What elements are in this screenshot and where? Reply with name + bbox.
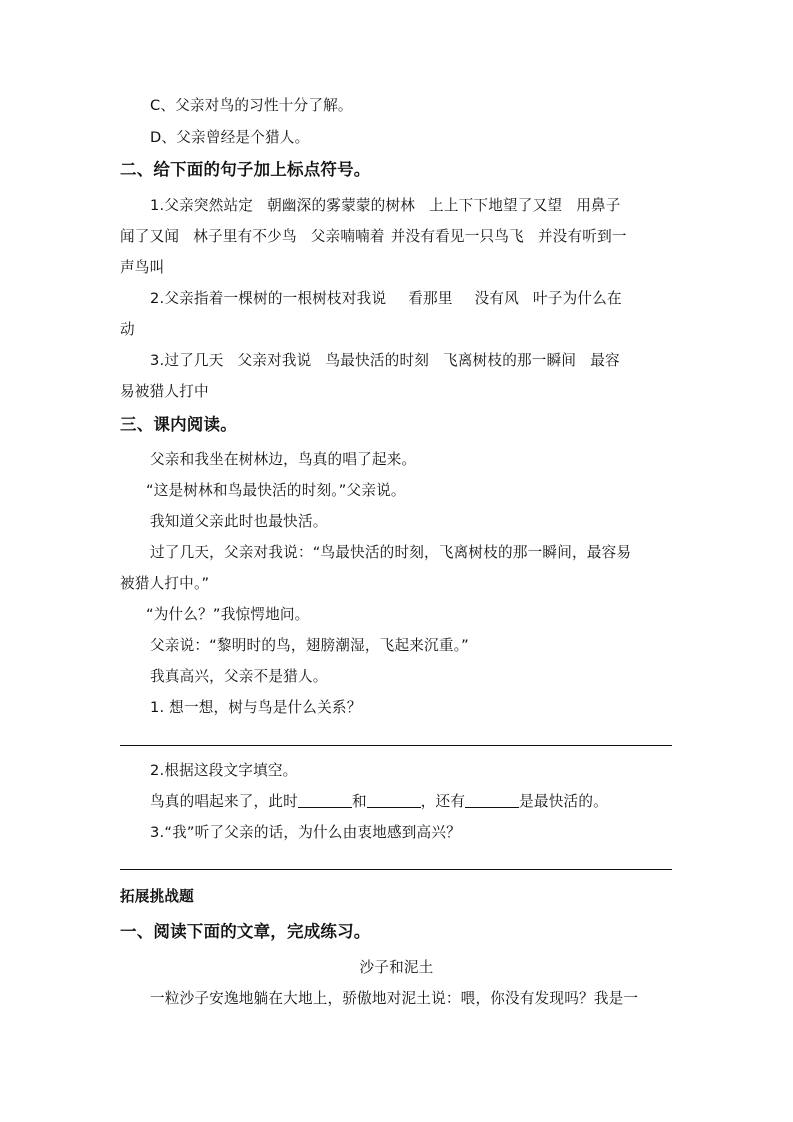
text-segment: 没有风 xyxy=(474,290,520,307)
passage-line: 父亲说：“黎明时的鸟，翅膀潮湿，飞起来沉重。” xyxy=(150,637,469,654)
s2-q1-line1 xyxy=(150,196,621,216)
passage-line: 被猎人打中。” xyxy=(120,575,210,592)
text-segment: 并没有看见一只鸟飞 xyxy=(390,228,524,245)
text-segment: 闻了又闻 xyxy=(120,228,180,245)
text-segment: 鸟真的唱起来了，此时 xyxy=(150,793,298,810)
passage-line: 我知道父亲此时也最快活。 xyxy=(150,513,328,530)
text-segment: 朝幽深的雾蒙蒙的树林 xyxy=(267,197,416,214)
answer-line[interactable] xyxy=(120,869,672,870)
s2-q3-line1 xyxy=(150,351,620,371)
text-segment: 上上下下地望了又望 xyxy=(429,197,563,214)
text-segment: 3.过了几天 xyxy=(150,352,224,369)
text-segment: 飞离树枝的那一瞬间 xyxy=(443,352,577,369)
option-c: C、父亲对鸟的习性十分了解。 xyxy=(150,97,353,114)
s2-q2-line2: 动 xyxy=(120,321,135,338)
text-segment: 看那里 xyxy=(408,290,453,307)
text-segment: 2.父亲指着一棵树的一根树枝对我说 xyxy=(150,290,387,307)
text-segment: 叶子为什么在 xyxy=(533,290,622,307)
text-segment: 和 xyxy=(351,793,367,810)
passage-line: 过了几天，父亲对我说：“鸟最快活的时刻，飞离树枝的那一瞬间，最容易 xyxy=(150,544,632,561)
section2-heading: 二、给下面的句子加上标点符号。 xyxy=(120,160,371,179)
text-segment: 并没有听到一 xyxy=(537,228,627,245)
text-segment: 用鼻子 xyxy=(576,197,621,214)
passage-line: 我真高兴，父亲不是猎人。 xyxy=(150,668,328,685)
text-segment: 父亲喃喃着 xyxy=(310,228,385,245)
article-title: 沙子和泥土 xyxy=(359,959,434,976)
passage-line: 父亲和我坐在树林边，鸟真的唱了起来。 xyxy=(150,451,417,468)
text-segment: 林子里有不少鸟 xyxy=(193,228,297,245)
s2-q1-line3: 声鸟叫 xyxy=(120,259,165,276)
answer-blank[interactable] xyxy=(465,793,519,808)
extension-heading: 一、阅读下面的文章，完成练习。 xyxy=(120,922,371,941)
text-segment: 最容 xyxy=(590,352,620,369)
extension-label: 拓展挑战题 xyxy=(120,888,194,905)
passage-line: “为什么？”我惊愕地问。 xyxy=(146,606,310,623)
fill-blank-sentence xyxy=(150,792,608,812)
text-segment: 父亲对我说 xyxy=(237,352,312,369)
question-2: 2.根据这段文字填空。 xyxy=(150,762,298,779)
answer-blank[interactable] xyxy=(367,793,421,808)
s2-q1-line2 xyxy=(120,227,627,247)
section3-heading: 三、课内阅读。 xyxy=(120,415,237,434)
answer-line[interactable] xyxy=(120,745,672,746)
text-segment: ，还有 xyxy=(420,793,466,810)
text-segment: 1.父亲突然站定 xyxy=(150,197,254,214)
text-segment: 鸟最快活的时刻 xyxy=(325,352,430,369)
s2-q2-line1 xyxy=(150,289,622,309)
answer-blank[interactable] xyxy=(298,793,352,808)
article-first-line: 一粒沙子安逸地躺在大地上，骄傲地对泥土说：喂，你没有发现吗？我是一 xyxy=(150,990,639,1007)
s2-q3-line2: 易被猎人打中 xyxy=(120,383,209,400)
question-3: 3.“我”听了父亲的话，为什么由衷地感到高兴？ xyxy=(150,824,461,841)
option-d: D、父亲曾经是个猎人。 xyxy=(150,129,310,146)
passage-line: “这是树林和鸟最快活的时刻。”父亲说。 xyxy=(146,482,406,499)
question-1: 1. 想一想，树与鸟是什么关系？ xyxy=(150,699,362,716)
text-segment: 是最快活的。 xyxy=(519,793,608,810)
